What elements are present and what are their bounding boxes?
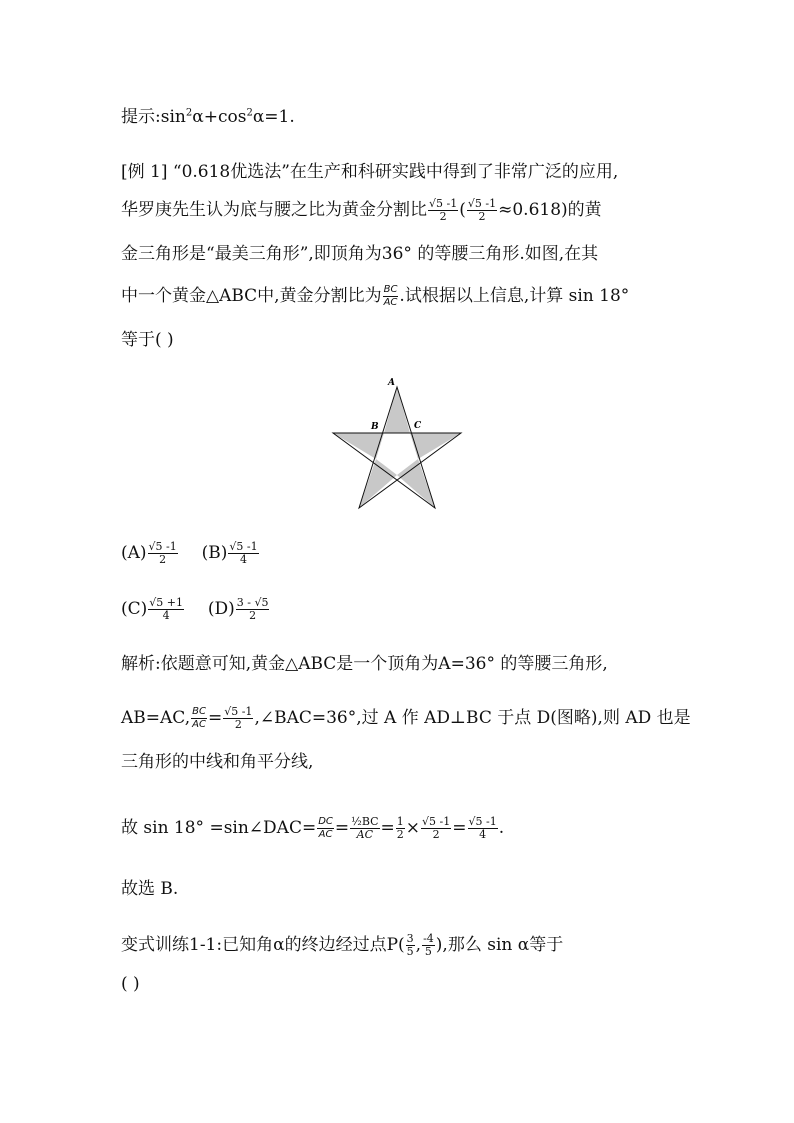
text: . xyxy=(498,818,505,838)
solution-choice: 故选 B. xyxy=(121,879,179,899)
golden-ratio-fraction xyxy=(223,706,253,731)
hint-text: α+cos xyxy=(192,107,247,127)
shaded-left-point xyxy=(333,433,384,459)
example-line-3: 金三角形是“最美三角形”,即顶角为36° 的等腰三角形.如图,在其 xyxy=(121,244,599,264)
hint-text: α=1. xyxy=(252,107,295,127)
point-y-fraction xyxy=(422,933,435,958)
one-half-fraction xyxy=(396,816,405,841)
numerator: DC xyxy=(318,816,333,827)
text: 故 sin 18° =sin∠DAC= xyxy=(121,818,317,838)
option-c[interactable] xyxy=(121,596,185,622)
text: ≈0.618)的黄 xyxy=(498,200,602,220)
hint-text: 提示:sin xyxy=(121,107,186,127)
denominator: 2 xyxy=(234,718,242,731)
denominator: AC xyxy=(192,719,206,730)
text: ),那么 sin α等于 xyxy=(435,935,564,955)
text: 中一个黄金△ABC中,黄金分割比为 xyxy=(121,286,382,306)
numerator: √5 -1 xyxy=(468,815,497,828)
denominator: 5 xyxy=(424,945,432,958)
numerator: √5 -1 xyxy=(229,540,258,553)
denominator: 2 xyxy=(432,828,440,841)
denominator: 2 xyxy=(249,609,257,622)
option-fraction xyxy=(236,597,270,622)
solution-line-3: 三角形的中线和角平分线, xyxy=(121,752,314,772)
golden-ratio-fraction xyxy=(421,816,451,841)
text: ( xyxy=(459,200,466,220)
dc-over-ac-fraction xyxy=(317,816,334,841)
option-b[interactable] xyxy=(201,540,260,566)
numerator: 3 - √5 xyxy=(236,596,269,609)
denominator: 2 xyxy=(478,210,486,223)
numerator: √5 +1 xyxy=(149,596,184,609)
option-fraction xyxy=(148,541,178,566)
golden-ratio-fraction xyxy=(467,198,497,223)
denominator: AC xyxy=(318,829,333,840)
vertex-label-c: C xyxy=(414,421,422,431)
pentagram-figure xyxy=(330,375,465,520)
variant-line-1 xyxy=(121,933,563,958)
numerator: BC xyxy=(192,706,206,717)
text: = xyxy=(334,818,350,838)
numerator: √5 -1 xyxy=(148,540,177,553)
vertex-label-a: A xyxy=(388,378,395,388)
exponent: 2 xyxy=(246,107,253,119)
example-line-1: [例 1] “0.618优选法”在生产和科研实践中得到了非常广泛的应用, xyxy=(121,162,619,182)
text: = xyxy=(380,818,395,838)
option-label: (B) xyxy=(201,543,228,563)
half-bc-over-ac-fraction xyxy=(350,816,379,841)
option-d[interactable] xyxy=(207,596,271,622)
text: = xyxy=(207,708,223,728)
denominator: 5 xyxy=(406,945,414,958)
numerator: √5 -1 xyxy=(467,197,497,210)
text: AB=AC, xyxy=(121,708,191,728)
denominator: 2 xyxy=(159,553,167,566)
example-line-4 xyxy=(121,284,629,309)
numerator: √5 -1 xyxy=(422,815,451,828)
vertex-label-b: B xyxy=(371,422,379,432)
text: 变式训练1-1:已知角α的终边经过点P( xyxy=(121,935,405,955)
denominator: AC xyxy=(356,828,374,841)
shaded-right-point xyxy=(410,433,461,459)
denominator: 4 xyxy=(479,828,487,841)
golden-ratio-fraction xyxy=(428,198,458,223)
numerator: √5 -1 xyxy=(224,705,253,718)
option-label: (D) xyxy=(207,599,235,619)
option-a[interactable] xyxy=(121,540,179,566)
option-label: (A) xyxy=(121,543,147,563)
numerator: BC xyxy=(383,284,398,295)
star-svg xyxy=(330,375,465,515)
denominator: 2 xyxy=(439,210,447,223)
solution-line-1: 解析:依题意可知,黄金△ABC是一个顶角为A=36° 的等腰三角形, xyxy=(121,654,608,674)
denominator: AC xyxy=(383,297,398,308)
denominator: 4 xyxy=(162,609,170,622)
bc-over-ac-fraction xyxy=(383,284,399,309)
denominator: 4 xyxy=(239,553,247,566)
text: , xyxy=(415,935,422,955)
example-line-5: 等于( ) xyxy=(121,330,174,350)
bc-over-ac-fraction xyxy=(191,706,207,731)
variant-line-2: ( ) xyxy=(121,974,140,994)
numerator: ½BC xyxy=(351,815,379,828)
text: × xyxy=(405,818,421,838)
numerator: 3 xyxy=(406,932,414,945)
result-fraction xyxy=(468,816,498,841)
text: ,∠BAC=36°,过 A 作 AD⊥BC 于点 D(图略),则 AD 也是 xyxy=(254,708,691,728)
point-x-fraction xyxy=(406,933,415,958)
option-fraction xyxy=(228,541,258,566)
numerator: -4 xyxy=(423,932,434,945)
option-label: (C) xyxy=(121,599,148,619)
golden-triangle-abc xyxy=(384,387,410,433)
hint-line xyxy=(121,105,295,129)
options-row-2 xyxy=(121,597,270,622)
denominator: 2 xyxy=(396,828,404,841)
solution-line-4 xyxy=(121,816,504,841)
solution-line-2 xyxy=(121,706,691,731)
text: .试根据以上信息,计算 sin 18° xyxy=(399,286,630,306)
text: = xyxy=(452,818,467,838)
numerator: √5 -1 xyxy=(429,197,458,210)
options-row-1 xyxy=(121,541,260,566)
text: 华罗庚先生认为底与腰之比为黄金分割比 xyxy=(121,200,427,220)
example-line-2 xyxy=(121,198,602,223)
option-fraction xyxy=(148,597,184,622)
numerator: 1 xyxy=(396,815,404,828)
exponent: 2 xyxy=(185,107,193,119)
